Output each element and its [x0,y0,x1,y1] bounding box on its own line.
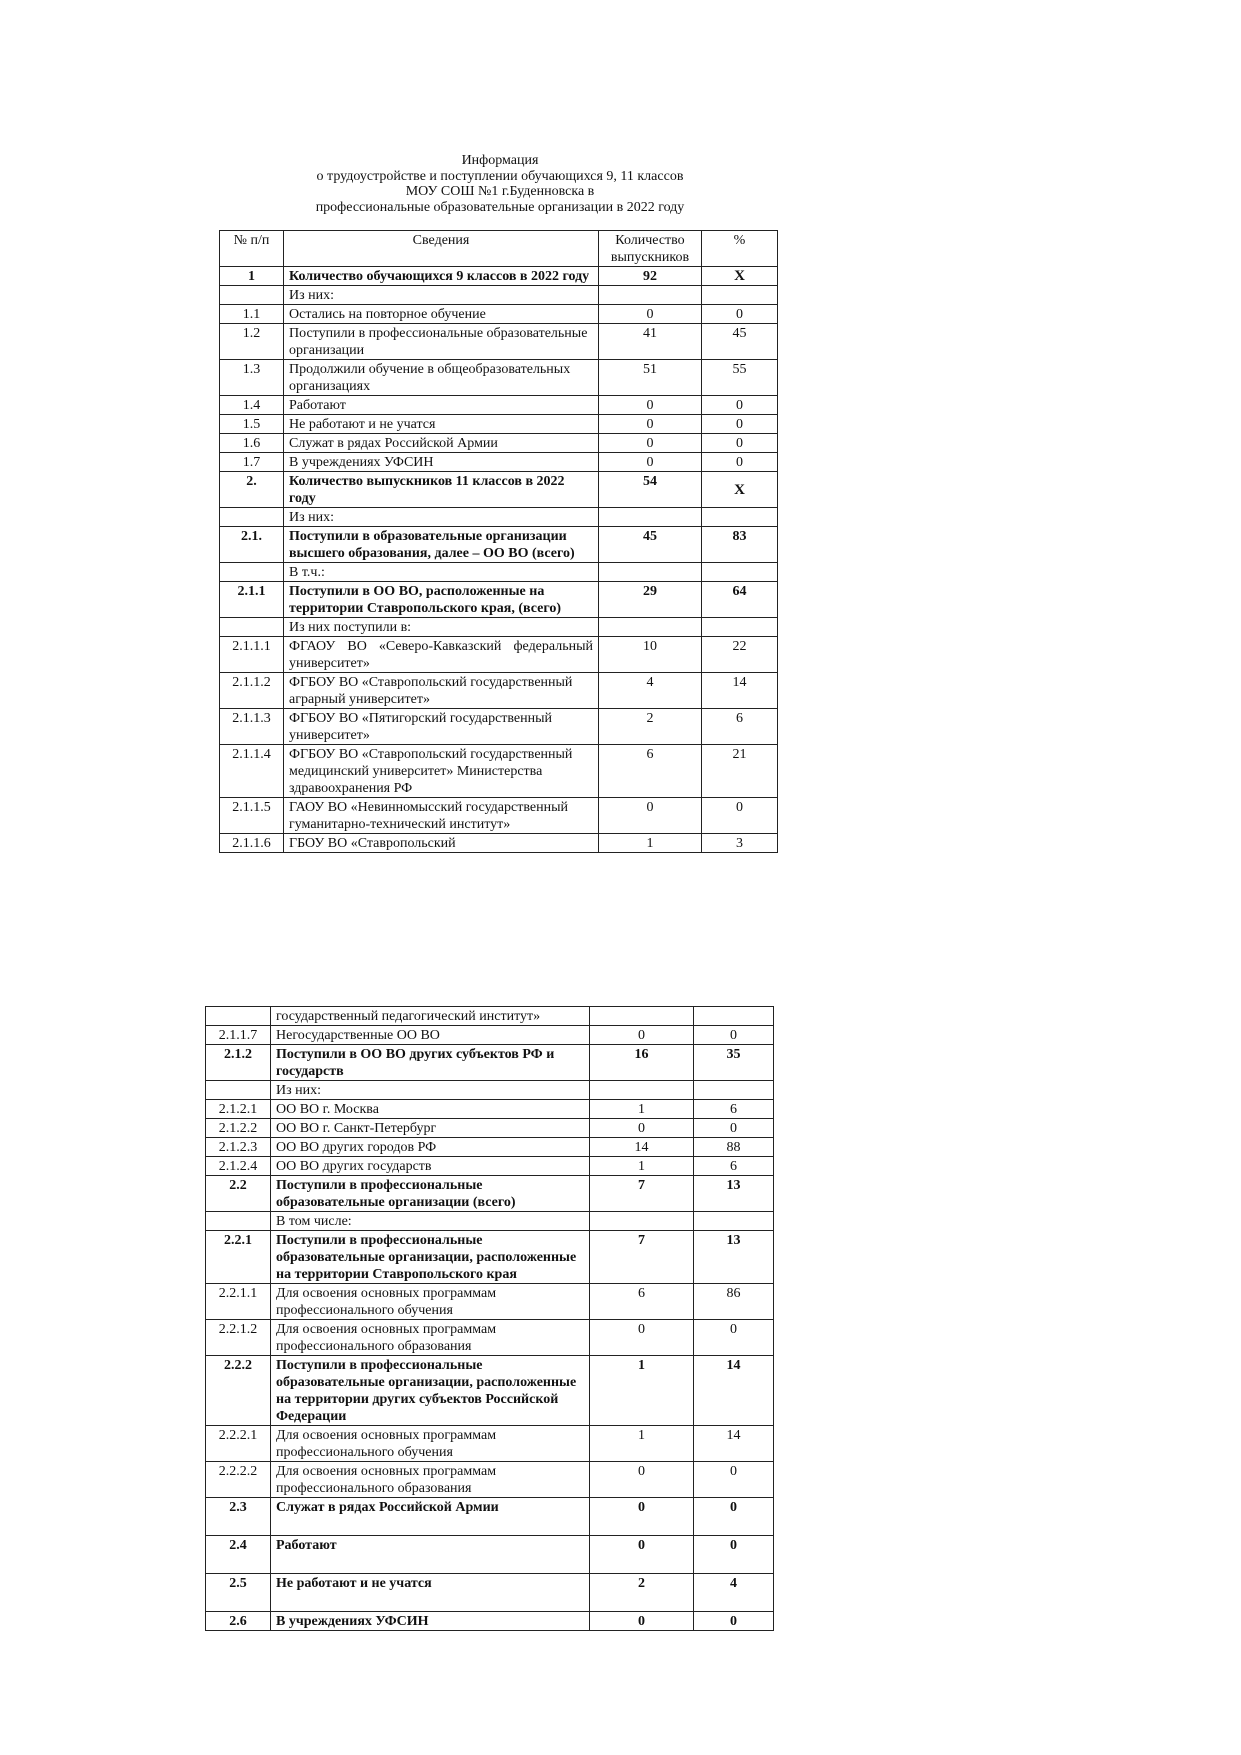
row-text: Не работают и не учатся [271,1574,590,1612]
header-count: Количество выпускников [599,231,702,267]
row-text: В том числе: [271,1212,590,1231]
row-text: ФГАОУ ВО «Северо-Кавказский федеральный университет» [284,637,599,673]
row-count: 2 [599,709,702,745]
row-text: ФГБОУ ВО «Пятигорский государственный университет» [284,709,599,745]
row-percent: 14 [694,1426,774,1462]
row-percent [694,1007,774,1026]
row-count [599,286,702,305]
row-number: 1.7 [220,453,284,472]
row-number: 2.1.1.7 [206,1026,271,1045]
row-count: 2 [590,1574,694,1612]
row-number: 2.2.2 [206,1356,271,1426]
table-row [206,1157,774,1176]
row-percent: 0 [694,1320,774,1356]
row-text: Из них: [284,286,599,305]
row-count: 51 [599,360,702,396]
row-number: 2.1.2 [206,1045,271,1081]
row-number: 1.3 [220,360,284,396]
table-row [206,1138,774,1157]
table-row [220,798,778,834]
row-percent: 64 [702,582,778,618]
row-percent: 22 [702,637,778,673]
row-text: ФГБОУ ВО «Ставропольский государственный медицинский университет» Министерства здравоохранения РФ [284,745,599,798]
row-percent [694,1212,774,1231]
row-percent [702,286,778,305]
row-number: 2.1.1.2 [220,673,284,709]
row-number: 2.5 [206,1574,271,1612]
row-text: ГБОУ ВО «Ставропольский [284,834,599,853]
table-row [206,1081,774,1100]
row-number: 2.2 [206,1176,271,1212]
row-percent: 0 [702,396,778,415]
row-text: Работают [271,1536,590,1574]
row-text: ОО ВО других городов РФ [271,1138,590,1157]
row-number: 2.1.2.2 [206,1119,271,1138]
row-number: 2.1.2.3 [206,1138,271,1157]
row-count: 0 [599,415,702,434]
row-percent: 0 [694,1498,774,1536]
row-text: Поступили в профессиональные образовательные организации [284,324,599,360]
table-row [206,1426,774,1462]
row-text: Поступили в образовательные организации высшего образования, далее – ОО ВО (всего) [284,527,599,563]
row-percent: 88 [694,1138,774,1157]
row-text: Поступили в ОО ВО других субъектов РФ и государств [271,1045,590,1081]
title-line-2: о трудоустройстве и поступлении обучающихся 9, 11 классов [316,168,684,184]
row-count [599,508,702,527]
row-count: 0 [590,1498,694,1536]
table-row [220,396,778,415]
row-percent: 0 [694,1026,774,1045]
row-number: 2. [220,472,284,508]
row-count: 4 [599,673,702,709]
row-text: В т.ч.: [284,563,599,582]
table-row [220,267,778,286]
row-percent: Х [702,472,778,508]
row-text: Поступили в профессиональные образовательные организации, расположенные на территории других субъектов Российской Федерации [271,1356,590,1426]
row-number [206,1081,271,1100]
row-number: 2.1.2.4 [206,1157,271,1176]
row-number: 2.2.1.2 [206,1320,271,1356]
row-percent: 0 [702,453,778,472]
table-row [206,1574,774,1612]
table-row [206,1007,774,1026]
row-text: Негосударственные ОО ВО [271,1026,590,1045]
row-text: Работают [284,396,599,415]
title-line-4: профессиональные образовательные организации в 2022 году [315,199,685,215]
table-row [206,1045,774,1081]
table-row [220,286,778,305]
table-row [206,1536,774,1574]
row-text: государственный педагогический институт» [271,1007,590,1026]
row-text: Для освоения основных программам профессионального образования [271,1320,590,1356]
row-count: 16 [590,1045,694,1081]
row-count: 45 [599,527,702,563]
table-row [220,582,778,618]
row-text: Для освоения основных программам профессионального обучения [271,1284,590,1320]
table-row [220,563,778,582]
table-row [220,434,778,453]
row-count: 0 [590,1026,694,1045]
row-text: Не работают и не учатся [284,415,599,434]
row-count: 41 [599,324,702,360]
row-percent: 0 [694,1462,774,1498]
row-count: 7 [590,1176,694,1212]
row-count: 92 [599,267,702,286]
row-number: 2.1.1.6 [220,834,284,853]
row-count: 14 [590,1138,694,1157]
row-count [590,1081,694,1100]
row-percent: 0 [694,1536,774,1574]
table-row [206,1612,774,1631]
row-percent: 21 [702,745,778,798]
table-row [220,453,778,472]
row-text: Служат в рядах Российской Армии [271,1498,590,1536]
row-text: Поступили в ОО ВО, расположенные на территории Ставропольского края, (всего) [284,582,599,618]
table-row [206,1176,774,1212]
row-count: 1 [590,1356,694,1426]
header-number: № п/п [220,231,284,267]
table-row [206,1100,774,1119]
header-info: Сведения [284,231,599,267]
row-number: 1.2 [220,324,284,360]
row-count: 1 [599,834,702,853]
row-count: 1 [590,1100,694,1119]
row-text: Для освоения основных программам профессионального образования [271,1462,590,1498]
row-number: 2.6 [206,1612,271,1631]
row-percent: 14 [694,1356,774,1426]
row-percent: 0 [694,1119,774,1138]
row-percent: 0 [702,434,778,453]
row-text: Из них: [284,508,599,527]
row-percent: Х [702,267,778,286]
table-row [220,834,778,853]
row-percent: 35 [694,1045,774,1081]
row-number: 1.5 [220,415,284,434]
row-percent: 13 [694,1176,774,1212]
table-row [220,305,778,324]
row-number: 2.1.2.1 [206,1100,271,1119]
row-number: 1 [220,267,284,286]
table-body-part-1 [220,267,778,853]
table-row [220,673,778,709]
table-row [206,1119,774,1138]
statistics-table-part-2 [205,1006,774,1631]
table-header-row [220,231,778,267]
row-number: 2.2.1.1 [206,1284,271,1320]
row-percent: 6 [702,709,778,745]
table-row [220,472,778,508]
row-percent [694,1081,774,1100]
row-percent: 0 [702,798,778,834]
title-line-1: Информация [461,153,539,168]
table-row [220,745,778,798]
row-number: 2.2.2.2 [206,1462,271,1498]
row-text: В учреждениях УФСИН [284,453,599,472]
row-percent: 3 [702,834,778,853]
table-row [206,1212,774,1231]
row-count: 0 [599,305,702,324]
row-text: Количество обучающихся 9 классов в 2022 году [284,267,599,286]
row-count: 29 [599,582,702,618]
row-count [599,618,702,637]
table-row [206,1320,774,1356]
row-percent: 0 [694,1612,774,1631]
row-percent: 14 [702,673,778,709]
table-row [220,324,778,360]
row-number: 2.1. [220,527,284,563]
row-count: 0 [599,798,702,834]
row-text: Для освоения основных программам профессионального обучения [271,1426,590,1462]
row-percent [702,618,778,637]
row-count: 0 [590,1612,694,1631]
row-count: 0 [599,453,702,472]
row-count: 1 [590,1426,694,1462]
row-number [220,563,284,582]
row-text: Количество выпускников 11 классов в 2022 году [284,472,599,508]
table-row [220,637,778,673]
row-count: 0 [590,1320,694,1356]
row-text: ОО ВО г. Санкт-Петербург [271,1119,590,1138]
row-text: Поступили в профессиональные образовательные организации (всего) [271,1176,590,1212]
row-text: Служат в рядах Российской Армии [284,434,599,453]
row-count: 0 [599,396,702,415]
row-count: 10 [599,637,702,673]
table-row [206,1231,774,1284]
row-text: ФГБОУ ВО «Ставропольский государственный аграрный университет» [284,673,599,709]
row-text: Из них поступили в: [284,618,599,637]
row-count: 7 [590,1231,694,1284]
row-number [206,1007,271,1026]
row-text: Из них: [271,1081,590,1100]
row-count [590,1212,694,1231]
row-count: 0 [590,1462,694,1498]
row-count [590,1007,694,1026]
table-row [220,508,778,527]
row-percent: 55 [702,360,778,396]
row-number [220,286,284,305]
row-percent: 0 [702,305,778,324]
row-text: Остались на повторное обучение [284,305,599,324]
table-row [206,1284,774,1320]
table-row [206,1356,774,1426]
table-row [206,1026,774,1045]
row-count: 1 [590,1157,694,1176]
row-number [206,1212,271,1231]
row-count: 0 [599,434,702,453]
row-number [220,508,284,527]
row-number: 1.4 [220,396,284,415]
table-row [220,527,778,563]
title-line-3: МОУ СОШ №1 г.Буденновска в [405,184,595,199]
table-row [206,1462,774,1498]
row-text: Продолжили обучение в общеобразовательных организациях [284,360,599,396]
row-number: 2.1.1.1 [220,637,284,673]
row-number: 2.3 [206,1498,271,1536]
table-row [220,709,778,745]
row-number: 2.2.1 [206,1231,271,1284]
row-number: 2.1.1.5 [220,798,284,834]
row-number: 2.1.1 [220,582,284,618]
row-number [220,618,284,637]
table-row [220,360,778,396]
row-percent: 83 [702,527,778,563]
row-text: ГАОУ ВО «Невинномысский государственный гуманитарно-технический институт» [284,798,599,834]
row-text: ОО ВО других государств [271,1157,590,1176]
row-count: 6 [590,1284,694,1320]
header-percent: % [702,231,778,267]
table-row [206,1498,774,1536]
table-row [220,618,778,637]
row-number: 1.6 [220,434,284,453]
row-percent: 6 [694,1100,774,1119]
row-percent [702,508,778,527]
row-number: 1.1 [220,305,284,324]
row-number: 2.2.2.1 [206,1426,271,1462]
row-count: 0 [590,1119,694,1138]
row-percent: 45 [702,324,778,360]
table-row [220,415,778,434]
row-text: Поступили в профессиональные образовательные организации, расположенные на территории Ставропольского края [271,1231,590,1284]
row-number: 2.1.1.4 [220,745,284,798]
row-count: 0 [590,1536,694,1574]
row-count: 54 [599,472,702,508]
row-percent: 0 [702,415,778,434]
row-number: 2.1.1.3 [220,709,284,745]
document-title [260,153,740,215]
row-text: В учреждениях УФСИН [271,1612,590,1631]
row-count [599,563,702,582]
row-text: ОО ВО г. Москва [271,1100,590,1119]
table-body-part-2 [206,1007,774,1631]
row-percent: 4 [694,1574,774,1612]
row-percent: 86 [694,1284,774,1320]
row-count: 6 [599,745,702,798]
row-percent [702,563,778,582]
row-percent: 6 [694,1157,774,1176]
row-percent: 13 [694,1231,774,1284]
statistics-table-part-1 [219,230,778,853]
row-number: 2.4 [206,1536,271,1574]
